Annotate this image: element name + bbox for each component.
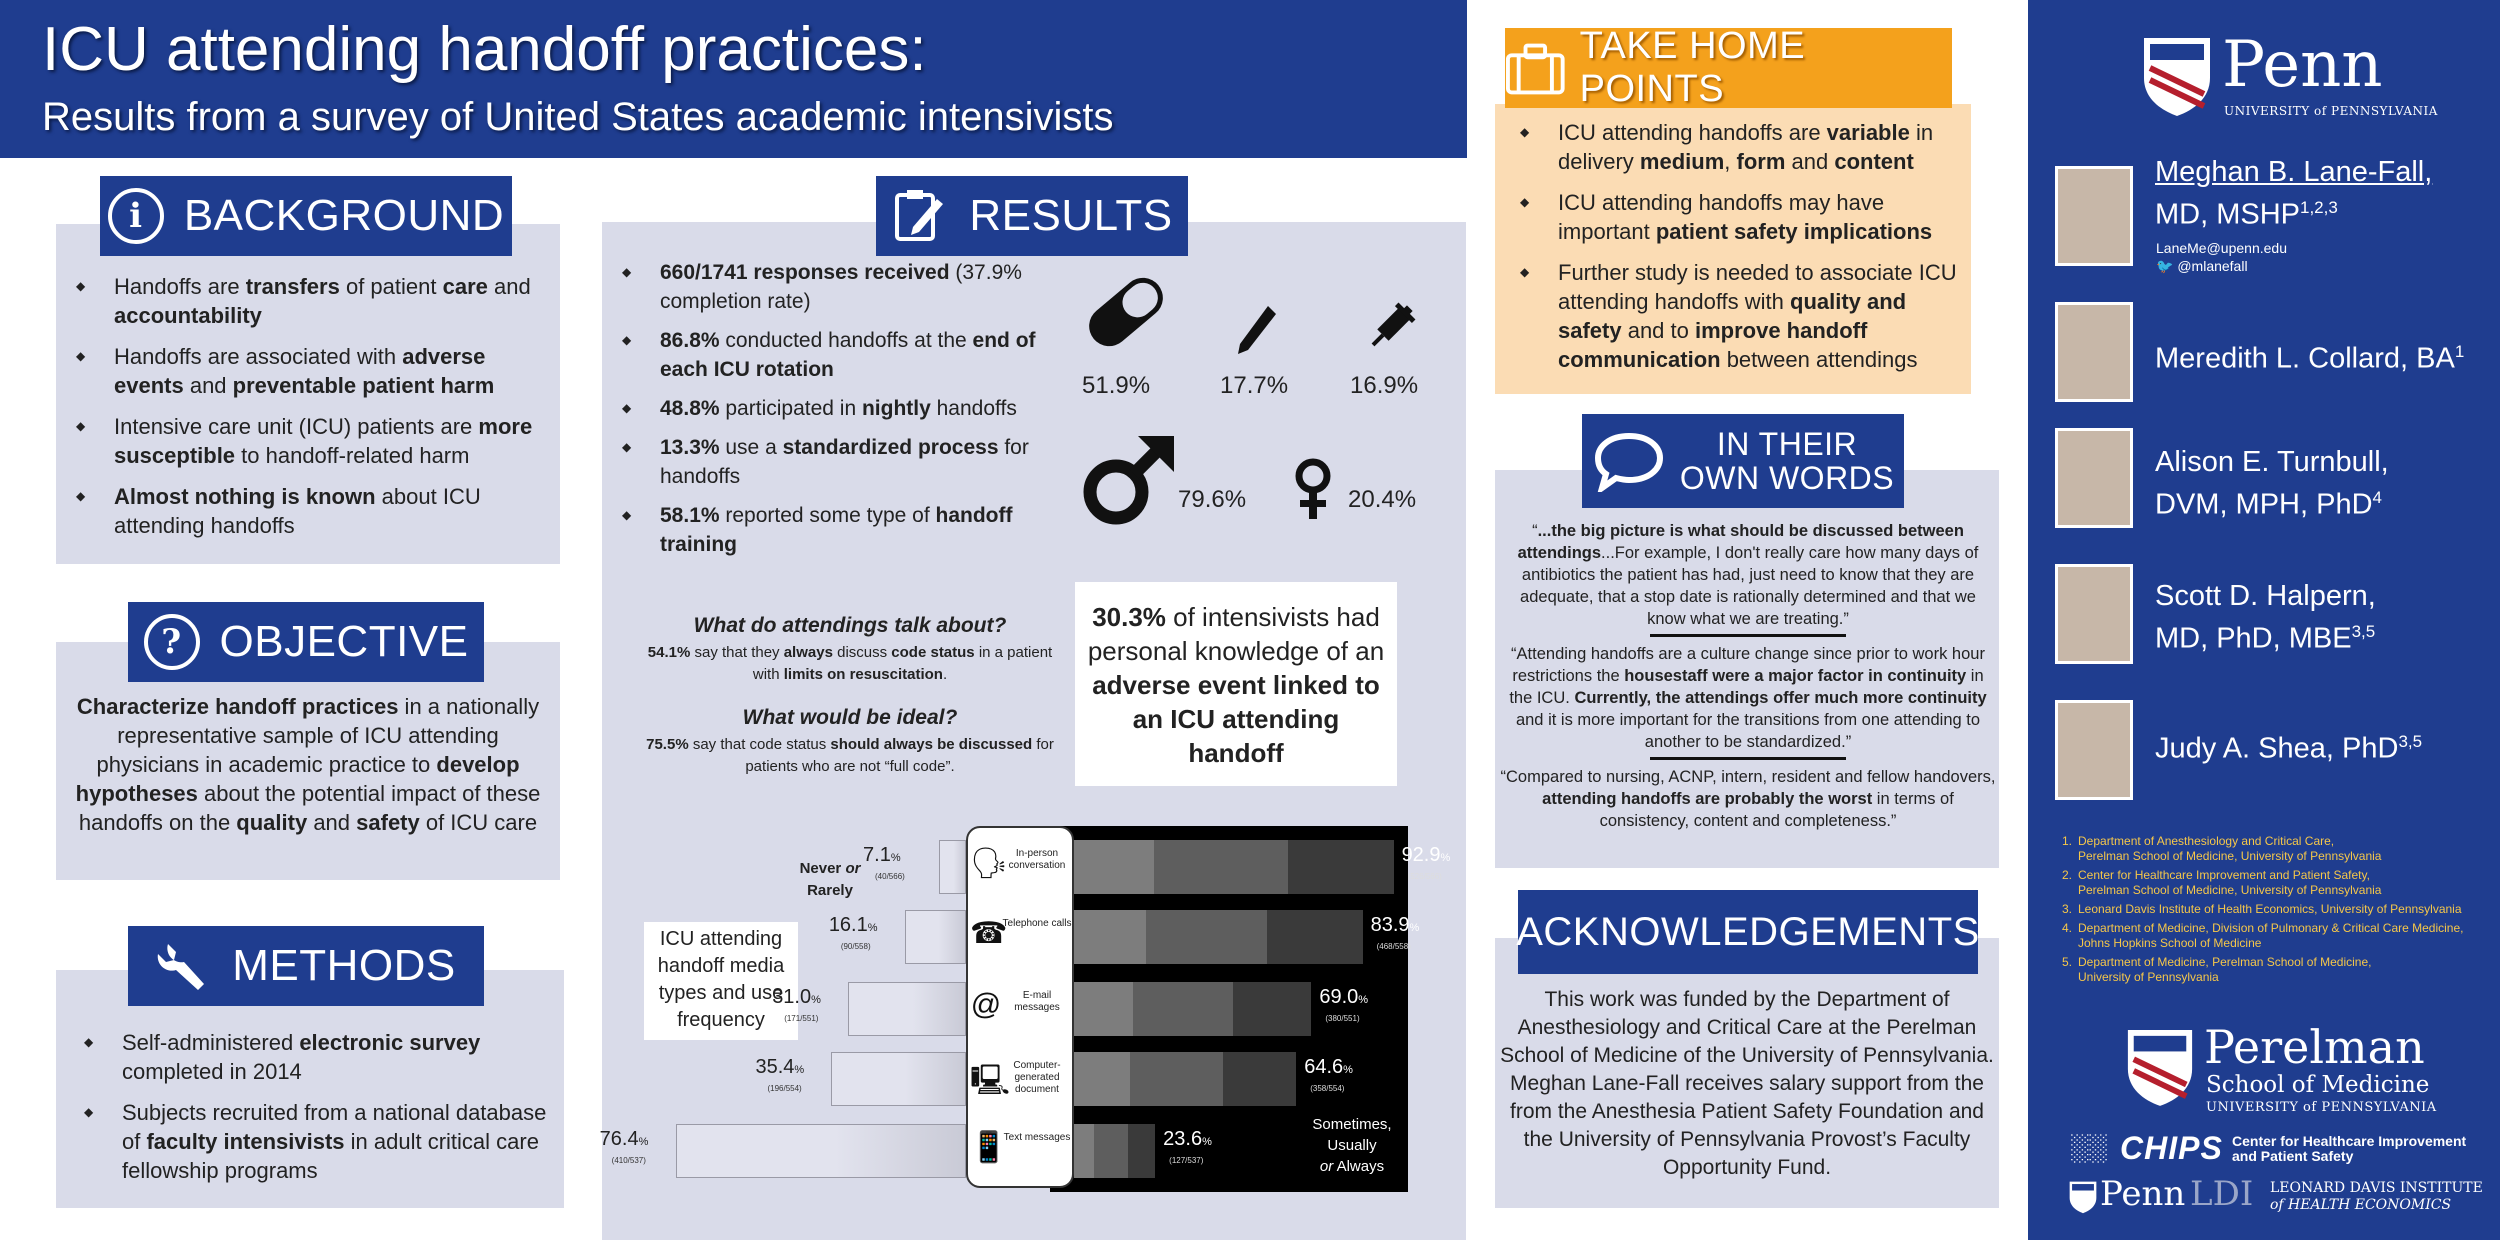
right-pct-label: 23.6% bbox=[1163, 1128, 1212, 1150]
left-bar bbox=[831, 1052, 966, 1106]
right-frac-label: (468/558) bbox=[1376, 942, 1411, 951]
right-bar-segment bbox=[1223, 1052, 1296, 1106]
affiliation-note: 4. Department of Medicine, Division of Pulmonary & Critical Care Medicine, Johns Hopkins School of Medicine bbox=[2062, 921, 2464, 950]
background-header bbox=[100, 176, 512, 256]
right-frac-label: (380/551) bbox=[1325, 1014, 1360, 1023]
media-type-label: Text messages bbox=[1003, 1132, 1071, 1143]
ack-text: This work was funded by the Department of Anesthesiology and Critical Care at the Perelman School of Medicine of the University of Pennsylvania. Meghan Lane-Fall receives salary support from the from the Anesthesia Patient Safety Foundation and the University of Pennsylvania Provost’s Faculty Opportunity Fund. bbox=[1500, 988, 1994, 1179]
author-photo bbox=[2055, 564, 2133, 664]
computer-icon: 🖳 bbox=[970, 1064, 1011, 1097]
male-icon bbox=[1076, 428, 1180, 532]
take-home-list bbox=[1500, 118, 1970, 386]
left-bar bbox=[939, 840, 966, 894]
quotes-block bbox=[1500, 520, 1996, 832]
sometimes-always-label: Sometimes, Usually or Always bbox=[1312, 1116, 1392, 1175]
clipboard-pen-icon bbox=[891, 187, 949, 245]
ideal-answer: 75.5% say that code status should always be discussed for patients who are not “full code”. bbox=[646, 736, 1054, 775]
pill-icon bbox=[1076, 262, 1176, 362]
author-twitter[interactable]: 🐦 @mlanefall bbox=[2156, 258, 2248, 274]
penn-wordmark: Penn bbox=[2222, 28, 2383, 102]
methods-list bbox=[64, 1028, 560, 1197]
media-type-label: Telephone calls bbox=[1002, 918, 1072, 929]
left-pct-label: 31.0% bbox=[772, 986, 821, 1008]
female-pct: 20.4% bbox=[1348, 486, 1417, 513]
quote: “...the big picture is what should be discussed between attendings...For example, I don't really care how many days of antibiotics the patient has had, just need to know that they are adequate, that a stop date is rationally determined and that we know what we are treating.” bbox=[1517, 522, 1979, 628]
list-item: ◆ Intensive care unit (ICU) patients are more susceptible to handoff-related harm bbox=[56, 412, 556, 470]
list-item: ◆ Handoffs are associated with adverse events and preventable patient harm bbox=[56, 342, 556, 400]
left-bar bbox=[676, 1124, 966, 1178]
left-frac-label: (196/554) bbox=[767, 1084, 802, 1093]
penn-shield-logo bbox=[2140, 34, 2214, 118]
results-list bbox=[602, 258, 1072, 569]
methods-header bbox=[128, 926, 484, 1006]
media-type-label: E-mail messages bbox=[1014, 990, 1060, 1013]
ack-heading: ACKNOWLEDGEMENTS bbox=[1516, 909, 1980, 954]
media-type-label: Computer-generated document bbox=[1013, 1060, 1061, 1095]
mobile-phone-icon: 📱 bbox=[970, 1131, 1008, 1164]
results-heading: RESULTS bbox=[969, 191, 1173, 240]
affiliation-notes bbox=[2062, 834, 2482, 985]
author-photo bbox=[2055, 302, 2133, 402]
syringe-pct: 16.9% bbox=[1350, 372, 1419, 399]
media-chart-label: ICU attending handoff media types and use frequency bbox=[644, 922, 798, 1040]
perelman-sub1: School of Medicine bbox=[2206, 1072, 2430, 1098]
phone-icon: ☎ bbox=[970, 917, 1008, 950]
right-bar-segment bbox=[1074, 910, 1146, 964]
results-header bbox=[876, 176, 1188, 256]
perelman-wordmark: Perelman bbox=[2204, 1020, 2425, 1074]
affiliation-note: 5. Department of Medicine, Perelman School of Medicine, University of Pennsylvania bbox=[2062, 955, 2372, 984]
female-icon bbox=[1292, 456, 1334, 520]
pen-pct: 17.7% bbox=[1220, 372, 1289, 399]
right-pct-label: 83.9% bbox=[1370, 914, 1420, 936]
author-name: Meredith L. Collard, $BA^1$ bbox=[2155, 342, 2465, 375]
author-name: Scott D. Halpern, MD, PhD, MBE$^{3,5}$ bbox=[2155, 580, 2376, 655]
right-bar-segment bbox=[1133, 982, 1233, 1036]
list-item: ◆ Subjects recruited from a national database of faculty intensivists in adult critical care fellowship programs bbox=[64, 1098, 560, 1185]
right-bar-segment bbox=[1094, 1124, 1128, 1178]
author-photo bbox=[2055, 700, 2133, 800]
left-pct-label: 35.4% bbox=[755, 1056, 805, 1078]
objective-heading: OBJECTIVE bbox=[219, 617, 469, 666]
left-frac-label: (90/558) bbox=[840, 942, 871, 951]
list-item: ◆ ICU attending handoffs may have important patient safety implications bbox=[1500, 188, 1970, 246]
take-home-heading: TAKE HOME POINTS bbox=[1579, 25, 1806, 110]
title-banner bbox=[0, 0, 1467, 158]
left-frac-label: (40/566) bbox=[875, 872, 905, 881]
right-bar-segment bbox=[1074, 1124, 1094, 1178]
author-name: Alison E. Turnbull, DVM, MPH, PhD$^4$ bbox=[2155, 446, 2389, 521]
list-item: ◆ ICU attending handoffs are variable in delivery medium, form and content bbox=[1500, 118, 1970, 176]
quote-divider bbox=[1650, 634, 1846, 637]
author-photo bbox=[2055, 166, 2133, 266]
ldi-subtitle: LEONARD DAVIS INSTITUTE of HEALTH ECONOMICS bbox=[2270, 1180, 2483, 1213]
speech-bubble-icon bbox=[1592, 430, 1666, 492]
list-item: ◆ Handoffs are transfers of patient care and accountability bbox=[56, 272, 556, 330]
words-header bbox=[1582, 414, 1904, 508]
ldi-wordmark: LDI bbox=[2190, 1174, 2254, 1214]
ack-header bbox=[1518, 890, 1978, 974]
right-bar-segment bbox=[1130, 1052, 1223, 1106]
background-list bbox=[56, 272, 556, 552]
list-item: ◆ 58.1% reported some type of handoff training bbox=[602, 501, 1072, 559]
pen-icon bbox=[1232, 302, 1278, 362]
question-icon: ? bbox=[144, 614, 200, 670]
perelman-shield-logo bbox=[2124, 1026, 2196, 1108]
never-rarely-label: Never or Rarely bbox=[799, 860, 861, 899]
author-photo bbox=[2055, 428, 2133, 528]
right-bar-segment bbox=[1074, 1052, 1130, 1106]
quote: “Compared to nursing, ACNP, intern, resident and fellow handovers, attending handoffs are probably the worst in terms of consistency, content and completeness.” bbox=[1500, 768, 1996, 830]
right-frac-label: (127/537) bbox=[1169, 1156, 1204, 1165]
talk-question: What do attendings talk about? bbox=[693, 614, 1007, 637]
author-name: Judy A. Shea, PhD$^{3,5}$ bbox=[2155, 732, 2423, 765]
author-name: Meghan B. Lane-Fall, MD, MSHP$^{1,2,3}$ bbox=[2155, 156, 2433, 231]
chips-people-icon: ░░ bbox=[2070, 1132, 2107, 1162]
left-pct-label: 7.1% bbox=[863, 844, 901, 866]
affiliation-note: 3. Leonard Davis Institute of Health Economics, University of Pennsylvania bbox=[2062, 902, 2462, 916]
right-bar-segment bbox=[1154, 840, 1288, 894]
list-item: ◆ Further study is needed to associate ICU attending handoffs with quality and safety and to improve handoff communication between attendings bbox=[1500, 258, 1970, 374]
list-item: ◆ 13.3% use a standardized process for handoffs bbox=[602, 433, 1072, 491]
wrench-icon bbox=[156, 938, 212, 994]
background-heading: BACKGROUND bbox=[183, 191, 505, 240]
right-frac-label: (358/554) bbox=[1310, 1084, 1345, 1093]
male-pct: 79.6% bbox=[1178, 486, 1247, 513]
media-type-label: In-person conversation bbox=[1008, 848, 1066, 871]
right-bar-segment bbox=[1074, 840, 1154, 894]
chips-subtitle: Center for Healthcare Improvement and Patient Safety bbox=[2232, 1133, 2467, 1164]
right-bar-segment bbox=[1288, 840, 1393, 894]
adverse-event-box: 30.3% of intensivists had personal knowledge of an adverse event linked to an ICU attending handoff bbox=[1075, 582, 1397, 786]
pill-pct: 51.9% bbox=[1082, 372, 1151, 399]
words-heading-1: IN THEIR bbox=[1716, 426, 1858, 462]
author-email[interactable]: LaneMe@upenn.edu bbox=[2156, 240, 2287, 256]
right-frac-label: (526/566) bbox=[1407, 872, 1442, 881]
right-pct-label: 64.6% bbox=[1304, 1056, 1353, 1078]
words-heading-2: OWN WORDS bbox=[1679, 460, 1895, 496]
left-pct-label: 16.1% bbox=[828, 914, 878, 936]
talk-answer: 54.1% say that they always discuss code status in a patient with limits on resuscitation. bbox=[647, 644, 1053, 683]
briefcase-icon bbox=[1505, 41, 1566, 95]
left-pct-label: 76.4% bbox=[599, 1128, 649, 1150]
right-bar-segment bbox=[1267, 910, 1362, 964]
take-home-header bbox=[1505, 25, 1952, 110]
right-pct-label: 69.0% bbox=[1319, 986, 1369, 1008]
affiliation-note: 1. Department of Anesthesiology and Critical Care, Perelman School of Medicine, University of Pennsylvania bbox=[2062, 834, 2382, 863]
affiliation-note: 2. Center for Healthcare Improvement and Patient Safety, Perelman School of Medicine, University of Pennsylvania bbox=[2062, 868, 2382, 897]
at-sign-icon: @ bbox=[970, 988, 1002, 1021]
penn-subtitle: UNIVERSITY of PENNSYLVANIA bbox=[2224, 104, 2438, 118]
left-bar bbox=[848, 982, 966, 1036]
objective-header bbox=[128, 602, 484, 682]
left-frac-label: (171/551) bbox=[784, 1014, 819, 1023]
person-speech-icon: 🗣 bbox=[970, 847, 1009, 880]
ideal-question: What would be ideal? bbox=[742, 706, 958, 729]
left-frac-label: (410/537) bbox=[611, 1156, 646, 1165]
info-icon: i bbox=[108, 188, 164, 244]
objective-text: Characterize handoff practices in a nationally representative sample of ICU attending physicians in academic practice to develop hypotheses about the potential impact of these handoffs on the quality and safety of ICU care bbox=[75, 694, 541, 835]
list-item: ◆ 86.8% conducted handoffs at the end of each ICU rotation bbox=[602, 326, 1072, 384]
list-item: ◆ 48.8% participated in nightly handoffs bbox=[602, 394, 1072, 423]
list-item: ◆ Self-administered electronic survey completed in 2014 bbox=[64, 1028, 560, 1086]
right-bar-segment bbox=[1233, 982, 1311, 1036]
ldi-penn-wordmark: Penn bbox=[2100, 1174, 2186, 1214]
quote-divider bbox=[1650, 757, 1846, 760]
right-bar-segment bbox=[1146, 910, 1267, 964]
right-bar-segment bbox=[1074, 982, 1133, 1036]
poster-title: ICU attending handoff practices: bbox=[42, 15, 927, 84]
list-item: ◆ 660/1741 responses received (37.9% completion rate) bbox=[602, 258, 1072, 316]
left-bar bbox=[905, 910, 966, 964]
poster-subtitle: Results from a survey of United States academic intensivists bbox=[42, 95, 1114, 139]
quote: “Attending handoffs are a culture change since prior to work hour restrictions the housestaff were a major factor in continuity in the ICU. Currently, the attendings offer much more continuity and it is more important for the transitions from one attending to another to be standardized.” bbox=[1509, 645, 1987, 751]
perelman-sub2: UNIVERSITY of PENNSYLVANIA bbox=[2206, 1100, 2437, 1115]
syringe-icon bbox=[1364, 300, 1416, 356]
list-item: ◆ Almost nothing is known about ICU attending handoffs bbox=[56, 482, 556, 540]
methods-heading: METHODS bbox=[232, 941, 456, 990]
right-bar-segment bbox=[1128, 1124, 1155, 1178]
chips-logo: CHIPS bbox=[2120, 1130, 2223, 1166]
twitter-bird-icon: 🐦 bbox=[2156, 258, 2174, 274]
right-pct-label: 92.9% bbox=[1401, 844, 1451, 866]
ldi-penn-shield-icon bbox=[2068, 1180, 2098, 1214]
